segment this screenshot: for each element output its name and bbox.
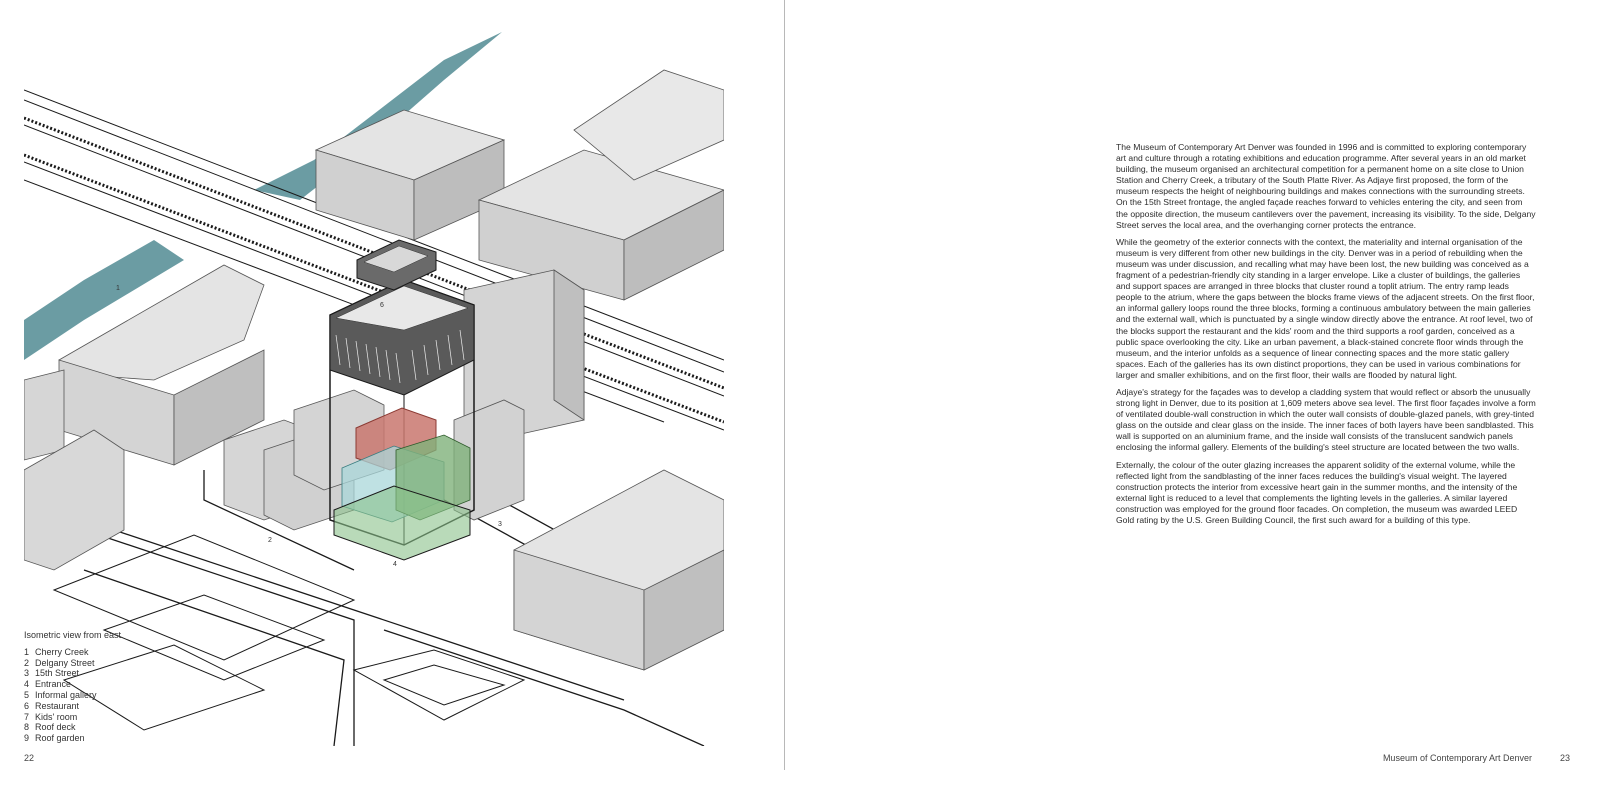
legend-item: 8 Roof deck — [24, 722, 76, 733]
legend-item: 7 Kids' room — [24, 711, 78, 722]
label-4: 4 — [393, 561, 397, 568]
paragraph: Adjaye's strategy for the façades was to develop a cladding system that would reflect or absorb the unusually strong light in Denver, due to its position at 1,609 meters above sea level. The first floor façades involve a form of ventilated double-wall construction in which the outer wall consists of double-glazed panels, with grey-tinted glass on the outside and clear glass on the inside. The inner faces of both layers have been sandblasted. This wall is supported on an aluminium frame, and the inside wall consists of the translucent sandwich panels enclosing the informal gallery. Elements of the building's steel structure are located between the two walls. — [1116, 386, 1536, 453]
body-text — [1116, 142, 1536, 532]
legend-item: 3 15th Street — [24, 668, 80, 679]
figure-caption — [24, 630, 154, 744]
caption-title: Isometric view from east — [24, 630, 122, 640]
legend-item: 6 Restaurant — [24, 700, 80, 711]
label-6: 6 — [380, 302, 384, 309]
legend-item: 2 Delgany Street — [24, 657, 95, 668]
right-page — [786, 0, 1600, 786]
paragraph: Externally, the colour of the outer glazing increases the apparent solidity of the external volume, while the reflected light from the sandblasting of the inner faces reduces the building's visual weight. The layered construction protects the interior from excessive heart gain in the summer months, and the intensity of the external light is reduced to a level that complements the lighting levels in the galleries. A similar layered construction was employed for the ground floor facades. On completion, the museum was awarded LEED Gold rating by the U.S. Green Building Council, the first such award for a building of this type. — [1116, 459, 1518, 525]
legend-list — [24, 647, 154, 744]
label-2: 2 — [268, 537, 272, 544]
label-1: 1 — [116, 285, 120, 292]
paragraph: The Museum of Contemporary Art Denver was founded in 1996 and is committed to exploring contemporary art and culture through a rotating exhibitions and education programme. After several years in an old market building, the museum organised an architectural competition for a permanent home on a site close to Union Station and Cherry Creek, a tributary of the South Platte River. As Adjaye first proposed, the form of the museum respects the height of neighbouring buildings and makes connections with the surrounding streets. On the 15th Street frontage, the angled façade reaches forward to vehicles entering the city, and seen from the opposite direction, the museum cantilevers over the pavement, increasing its visibility. To the side, Delgany Street serves the local area, and the overhanging corner protects the entrance. — [1116, 142, 1536, 230]
legend-item: 1 Cherry Creek — [24, 646, 89, 657]
paragraph: While the geometry of the exterior connects with the context, the materiality and internal organisation of the museum is very different from other new buildings in the city. Denver was in a period of rebuilding when the museum was under discussion, and recalling what may have been lost, the new building was conceived as a fragment of a pedestrian-friendly city standing in a larger envelope. Like a cluster of buildings, the galleries and support spaces are arranged in three blocks that cluster round a toplit atrium. The entry ramp leads people to the atrium, where the gaps between the blocks frame views of the adjacent streets. On the first floor, an informal gallery loops round the three blocks, forming a continuous ambulatory between the main galleries and the external wall, which is punctuated by a single window directly above the entrance. At roof level, two of the blocks support the restaurant and the kids' room and the third supports a roof garden, conceived as a public space overlooking the city. Like an urban pavement, a black-stained concrete floor winds through the museum, and the interior unfolds as a sequence of linear connecting spaces and the more static gallery spaces. Each of the galleries has its own distinct proportions, they can be used in various combinations for larger and smaller exhibitions, and on the first floor, their walls are flooded by natural light. — [1116, 236, 1535, 380]
legend-item: 9 Roof garden — [24, 733, 85, 744]
left-page — [0, 0, 784, 786]
page-number-right: 23 — [1559, 753, 1570, 763]
gutter-divider — [784, 0, 785, 770]
page-number-left: 22 — [24, 753, 35, 763]
running-head: Museum of Contemporary Art Denver — [1382, 753, 1532, 763]
legend-item: 5 Informal gallery — [24, 689, 97, 700]
label-3: 3 — [498, 521, 502, 528]
legend-item: 4 Entrance — [24, 679, 72, 690]
